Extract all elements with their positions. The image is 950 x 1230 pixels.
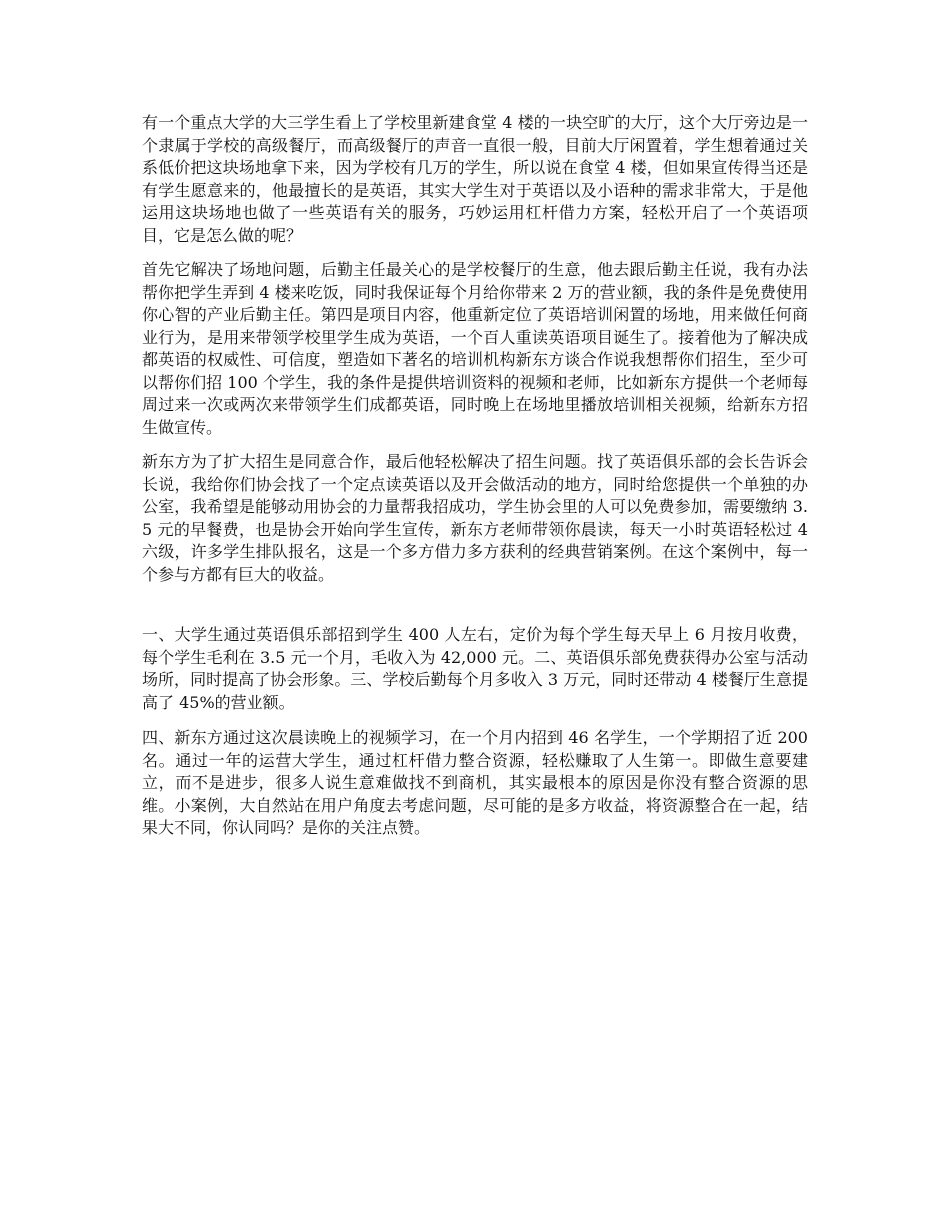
paragraph-intro: 有一个重点大学的大三学生看上了学校里新建食堂 4 楼的一块空旷的大厅，这个大厅旁边是一个隶属于学校的高级餐厅，而高级餐厅的声音一直很一般，目前大厅闲置着，学生想着通过关系低价把这块场地拿下来，因为学校有几万的学生，所以说在食堂 4 楼，但如果宣传得当还是有学生愿意来的，他最擅长的是英语，其实大学生对于英语以及小语种的需求非常大，于是他运用这块场地也做了一些英语有关的服务，巧妙运用杠杆借力方案，轻松开启了一个英语项目，它是怎么做的呢？ [142,113,808,245]
paragraph-recruitment: 新东方为了扩大招生是同意合作，最后他轻松解决了招生问题。找了英语俱乐部的会长告诉会长说，我给你们协会找了一个定点读英语以及开会做活动的地方，同时给您提供一个单独的办公室，我希望是能够动用协会的力量帮我招成功，学生协会里的人可以免费参加，需要缴纳 3.5 元的早餐费，也是协会开始向学生宣传，新东方老师带领你晨读，每天一小时英语轻松过 4 六级，许多学生排队报名，这是一个多方借力多方获利的经典营销案例。在这个案例中，每一个参与方都有巨大的收益。 [142,452,808,584]
paragraph-venue-and-partner: 首先它解决了场地问题，后勤主任最关心的是学校餐厅的生意，他去跟后勤主任说，我有办法帮你把学生弄到 4 楼来吃饭，同时我保证每个月给你带来 2 万的营业额，我的条件是免费使用你心智的产业后勤主任。第四是项目内容，他重新定位了英语培训闲置的场地，用来做任何商业行为，是用来带领学校里学生成为英语，一个百人重读英语项目诞生了。接着他为了解决成都英语的权威性、可信度，塑造如下著名的培训机构新东方谈合作说我想帮你们招生，至少可以帮你们招 100 个学生，我的条件是提供培训资料的视频和老师，比如新东方提供一个老师每周过来一次或两次来带领学生们成都英语，同时晚上在场地里播放培训相关视频，给新东方招生做宣传。 [142,260,808,437]
paragraph-conclusion: 四、新东方通过这次晨读晚上的视频学习，在一个月内招到 46 名学生，一个学期招了近 200 名。通过一年的运营大学生，通过杠杆借力整合资源，轻松赚取了人生第一。即做生意要建立，而不是进步，很多人说生意难做找不到商机，其实最根本的原因是你没有整合资源的思维。小案例，大自然站在用户角度去考虑问题，尽可能的是多方收益，将资源整合在一起，结果大不同，你认同吗？是你的关注点赞。 [142,728,808,837]
paragraph-benefits: 一、大学生通过英语俱乐部招到学生 400 人左右，定价为每个学生每天早上 6 月按月收费，每个学生毛利在 3.5 元一个月，毛收入为 42,000 元。二、英语俱乐部免费获得办公室与活动场所，同时提高了协会形象。三、学校后勤每个月多收入 3 万元，同时还带动 4 楼餐厅生意提高了 45%的营业额。 [142,625,808,712]
document-page [142,112,808,840]
